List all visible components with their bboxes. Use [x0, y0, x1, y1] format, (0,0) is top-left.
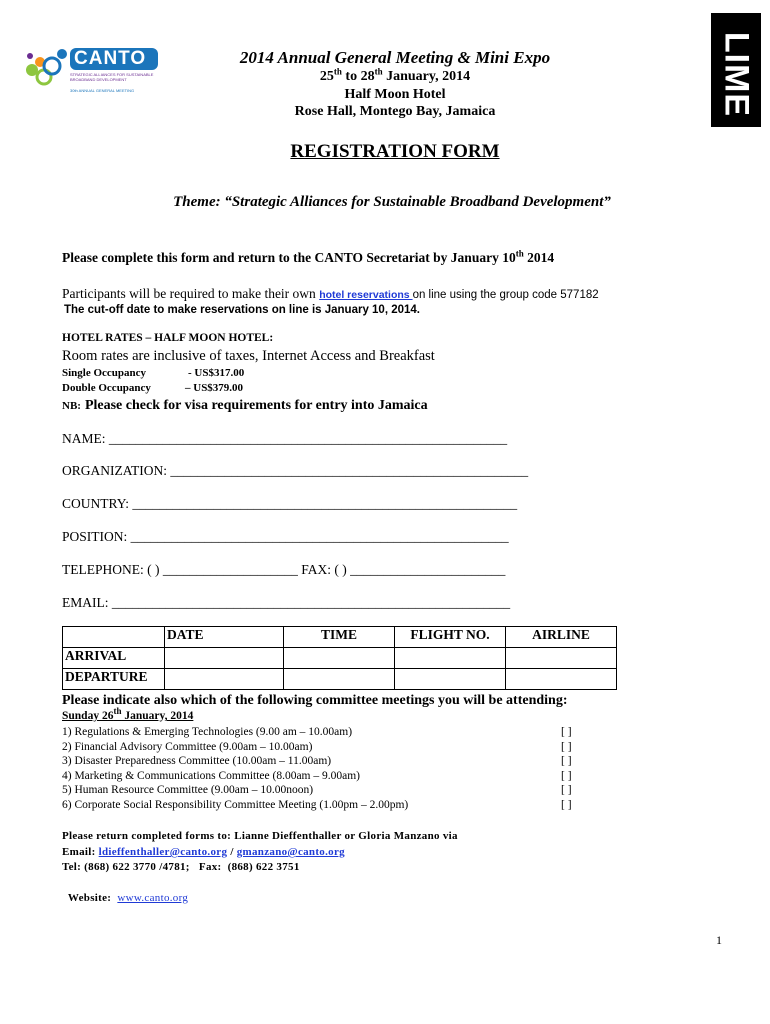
- position-field[interactable]: POSITION: ________________________________________________________: [62, 529, 509, 544]
- committee-day-sup: th: [113, 706, 122, 717]
- nb-visa: [62, 396, 428, 414]
- canto-logo-text: CANTO: [74, 48, 147, 69]
- header-time: TIME: [284, 627, 395, 648]
- theme: Theme: “Strategic Alliances for Sustainable Broadband Development”: [173, 194, 611, 210]
- nb-text: Please check for visa requirements for entry into Jamaica: [84, 398, 428, 413]
- departure-flight-cell[interactable]: [395, 669, 506, 690]
- committee-day-rest: January, 2014: [121, 710, 194, 722]
- committee-checkbox-6[interactable]: [ ]: [561, 799, 572, 811]
- complete-sup: th: [515, 248, 524, 259]
- contact-website: [62, 875, 188, 906]
- departure-label: DEPARTURE: [63, 669, 165, 690]
- departure-date-cell[interactable]: [165, 669, 284, 690]
- committee-checkbox-1[interactable]: [ ]: [561, 726, 572, 738]
- dates-end-sup: th: [374, 66, 383, 77]
- committee-item: 4) Marketing & Communications Committee (8.00am – 9.00am): [62, 770, 360, 782]
- committee-item: 1) Regulations & Emerging Technologies (9.00 am – 10.00am): [62, 726, 353, 738]
- event-venue: Half Moon Hotel: [344, 87, 446, 102]
- committee-item: 3) Disaster Preparedness Committee (10.00am – 11.00am): [62, 755, 332, 767]
- departure-airline-cell[interactable]: [506, 669, 617, 690]
- complete-instruction: [62, 250, 554, 266]
- organization-field[interactable]: ORGANIZATION: _____________________________________________________: [62, 463, 529, 478]
- participants-lead: Participants will be required to make their own: [62, 286, 320, 301]
- canto-logo-sub: 30th ANNUAL GENERAL MEETING: [70, 88, 135, 93]
- event-location: Rose Hall, Montego Bay, Jamaica: [294, 104, 496, 119]
- flight-table-row: [63, 648, 617, 669]
- participants-text: [62, 286, 599, 302]
- flight-table: [62, 626, 617, 690]
- page-number: 1: [716, 933, 722, 947]
- hotel-reservations-link[interactable]: hotel reservations: [319, 289, 413, 301]
- single-occupancy-price: - US$317.00: [188, 367, 245, 379]
- website-label: Website:: [67, 891, 118, 904]
- return-instructions: Please return completed forms to: Lianne Dieffenthaller or Gloria Manzano via: [62, 830, 458, 842]
- name-field[interactable]: NAME: ___________________________________________________________: [62, 431, 508, 446]
- rates-inclusive: Room rates are inclusive of taxes, Internet Access and Breakfast: [62, 348, 435, 364]
- flight-table-header-row: [63, 627, 617, 648]
- committee-heading: Please indicate also which of the following committee meetings you will be attending:: [62, 693, 568, 708]
- canto-logo-tagline: STRATEGIC ALLIANCES FOR SUSTAINABLE BROADBAND DEVELOPMENT: [70, 72, 154, 82]
- email-separator: /: [227, 846, 237, 858]
- committee-item: 2) Financial Advisory Committee (9.00am – 10.00am): [62, 741, 313, 753]
- contact-emails: [62, 845, 345, 861]
- committee-checkbox-4[interactable]: [ ]: [561, 770, 572, 782]
- arrival-flight-cell[interactable]: [395, 648, 506, 669]
- contact-phone: Tel: (868) 622 3770 /4781; Fax: (868) 622 3751: [62, 861, 300, 873]
- committee-checkbox-2[interactable]: [ ]: [561, 741, 572, 753]
- email-field[interactable]: EMAIL: ___________________________________________________________: [62, 595, 511, 610]
- country-field[interactable]: COUNTRY: _________________________________________________________: [62, 496, 518, 511]
- header-flight-no: FLIGHT NO.: [395, 627, 506, 648]
- committee-day-text: Sunday 26: [62, 710, 114, 722]
- lime-logo-text: LIME: [717, 31, 756, 118]
- cutoff-notice: The cut-off date to make reservations on line is January 10, 2014.: [64, 304, 420, 316]
- single-occupancy-label: Single Occupancy: [62, 367, 147, 379]
- complete-text: Please complete this form and return to the CANTO Secretariat by January 10: [62, 250, 516, 265]
- dates-start-sup: th: [333, 66, 342, 77]
- email-label: Email:: [62, 846, 99, 858]
- header-date: DATE: [165, 627, 284, 648]
- lime-logo: [711, 13, 761, 127]
- event-title: 2014 Annual General Meeting & Mini Expo: [239, 48, 551, 67]
- arrival-airline-cell[interactable]: [506, 648, 617, 669]
- departure-time-cell[interactable]: [284, 669, 395, 690]
- flight-table-corner: [63, 627, 165, 648]
- event-dates: [200, 66, 590, 85]
- double-occupancy-label: Double Occupancy: [62, 382, 151, 394]
- arrival-label: ARRIVAL: [63, 648, 165, 669]
- arrival-time-cell[interactable]: [284, 648, 395, 669]
- header-airline: AIRLINE: [506, 627, 617, 648]
- committee-item: 6) Corporate Social Responsibility Committee Meeting (1.00pm – 2.00pm): [62, 799, 409, 811]
- form-title: REGISTRATION FORM: [290, 141, 500, 162]
- arrival-date-cell[interactable]: [165, 648, 284, 669]
- email-link-ldieffenthaller[interactable]: ldieffenthaller@canto.org: [98, 846, 228, 858]
- committee-day: [62, 706, 194, 722]
- committee-checkbox-5[interactable]: [ ]: [561, 784, 572, 796]
- canto-logo: [22, 44, 162, 98]
- complete-year: 2014: [523, 250, 555, 265]
- dates-to: to 28: [341, 69, 375, 84]
- committee-item: 5) Human Resource Committee (9.00am – 10.00noon): [62, 784, 314, 796]
- participants-rest: on line using the group code 577182: [412, 289, 599, 301]
- email-link-gmanzano[interactable]: gmanzano@canto.org: [236, 846, 345, 858]
- double-occupancy-price: – US$379.00: [185, 382, 244, 394]
- dates-rest: January, 2014: [382, 69, 471, 84]
- nb-label: NB:: [62, 400, 81, 412]
- telephone-fax-field[interactable]: TELEPHONE: ( ) ____________________ FAX: ( ) _______________________: [62, 562, 506, 577]
- committee-checkbox-3[interactable]: [ ]: [561, 755, 572, 767]
- rates-heading: HOTEL RATES – HALF MOON HOTEL:: [62, 332, 274, 344]
- flight-table-row: [63, 669, 617, 690]
- dates-start: 25: [319, 69, 334, 84]
- website-link[interactable]: www.canto.org: [117, 891, 189, 904]
